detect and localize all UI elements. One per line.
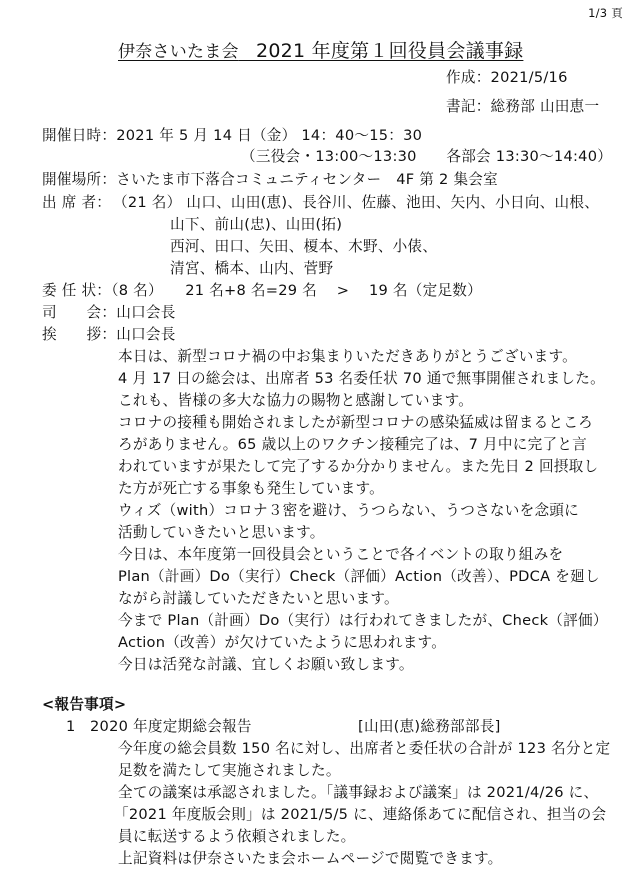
greeting-label: 挨 拶： [42, 326, 117, 343]
greeting-line: 今日は、本年度第一回役員会ということで各イベントの取り組みを [118, 546, 564, 563]
proxy-value: （8 名） 21 名+8 名=29 名 > 19 名（定足数） [111, 282, 482, 299]
attendees-label: 出 席 者： [42, 194, 112, 211]
datetime-label: 開催日時： [42, 127, 117, 144]
chair-row [42, 306, 176, 321]
greeting-line: ウィズ（with）コロナ３密を避け、うつらない、うつさないを念頭に [118, 502, 579, 519]
greeting-line: これも、皆様の多大な協力の賜物と感謝しています。 [118, 392, 474, 409]
prepared-date: 作成：2021/5/16 [446, 69, 568, 86]
greeting-line: 今まで Plan（計画）Do（実行）は行われてきましたが、Check（評価） [118, 612, 608, 629]
report-line: 全ての議案は承認されました。「議事録および議案」は 2021/4/26 に、 [118, 784, 599, 801]
venue-value: さいたま市下落合コミュニティセンター 4F 第 2 集会室 [116, 171, 498, 188]
chair-value: 山口会長 [116, 304, 176, 321]
greeting-line: 活動していきたいと思います。 [118, 524, 325, 541]
report-line: 「2021 年度版会則」は 2021/5/5 に、連絡係あてに配信され、担当の会 [114, 806, 607, 823]
report-item-number: 1 [66, 718, 76, 735]
greeting-value: 山口会長 [116, 326, 176, 343]
recorder: 書記：総務部 山田恵一 [446, 98, 600, 115]
report-line: 今年度の総会員数 150 名に対し、出席者と委任状の合計が 123 名分と定 [118, 740, 611, 757]
greeting-line: コロナの接種も開始されましたが新型コロナの感染猛威は留まるところ [118, 414, 594, 431]
greeting-line: 本日は、新型コロナ禍の中お集まりいただきありがとうございます。 [118, 348, 577, 365]
report-line: 足数を満たして実施されました。 [118, 762, 341, 779]
greeting-line: た方が死亡する事象も発生しています。 [118, 480, 385, 497]
attendees-line: 山下、前山(忠)、山田(拓) [170, 216, 343, 233]
greeting-line: ながら討議していただきたいと思います。 [118, 590, 399, 607]
greeting-row [42, 328, 176, 343]
venue-label: 開催場所： [42, 171, 117, 188]
chair-label: 司 会： [42, 304, 117, 321]
report-heading: <報告事項> [42, 696, 127, 713]
attendees-line: 西河、田口、矢田、榎本、木野、小俵、 [170, 238, 438, 255]
venue-row [42, 173, 498, 188]
attendees-line: （21 名） 山口、山田(恵)、長谷川、佐藤、池田、矢内、小日向、山根、 [113, 194, 600, 211]
report-item-presenter: [山田(恵)総務部部長] [358, 718, 501, 735]
proxy-row [42, 284, 482, 299]
page-number: 1/3 頁 [588, 6, 623, 20]
datetime-row [42, 129, 422, 144]
datetime-value: 2021 年 5 月 14 日（金） 14：40～15：30 [116, 127, 423, 144]
greeting-line: ろがありません。65 歳以上のワクチン接種完了は、7 月中に完了と言 [118, 436, 588, 453]
report-line: 上記資料は伊奈さいたま会ホームページで閲覧できます。 [118, 850, 503, 867]
greeting-line: Action（改善）が欠けていたように思われます。 [118, 634, 447, 651]
greeting-line: われていますが果たして完了するか分かりません。また先日 2 回摂取し [118, 458, 599, 475]
proxy-label: 委 任 状： [42, 282, 112, 299]
report-item-title: 2020 年度定期総会報告 [90, 718, 252, 735]
datetime-sub: （三役会・13:00～13:30 各部会 13:30～14:40） [241, 148, 613, 165]
org-name: 伊奈さいたま会 [118, 42, 239, 62]
greeting-line: 今日は活発な討議、宜しくお願い致します。 [118, 656, 414, 673]
report-line: 員に転送するよう依頼されました。 [118, 828, 356, 845]
title-main: 2021 年度第１回役員会議事録 [256, 40, 524, 62]
attendees-line: 清宮、橋本、山内、菅野 [170, 260, 334, 277]
greeting-line: 4 月 17 日の総会は、出席者 53 名委任状 70 通で無事開催されました。 [118, 370, 605, 387]
greeting-line: Plan（計画）Do（実行）Check（評価）Action（改善）、PDCA を廻し [118, 568, 600, 585]
document-title [118, 42, 523, 61]
